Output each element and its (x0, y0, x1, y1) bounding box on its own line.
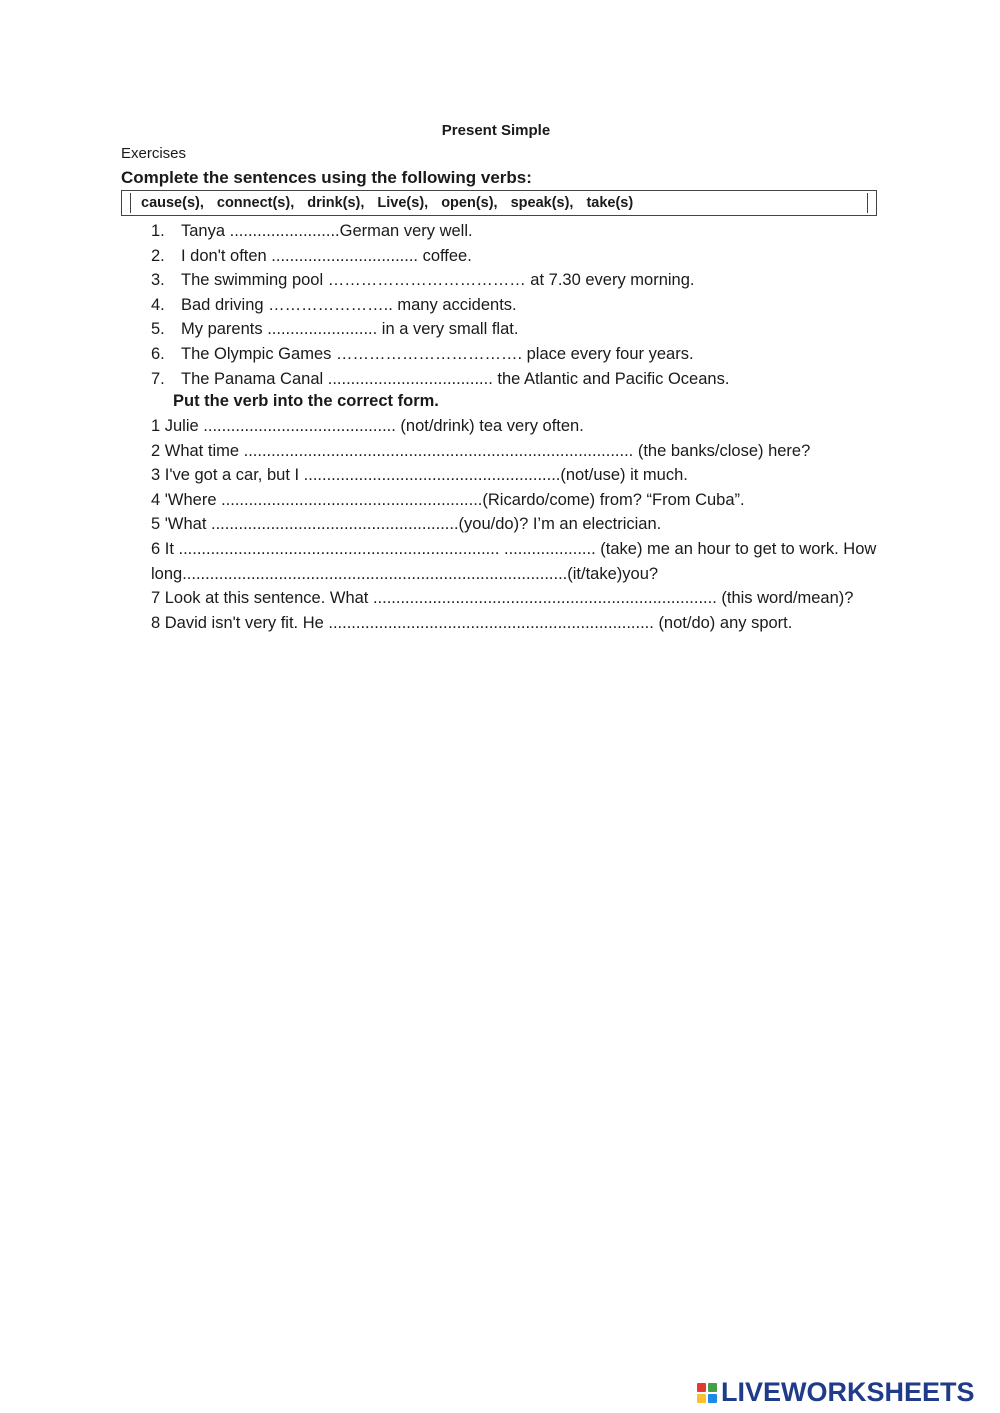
item-text: The Olympic Games ……………………………. place every four years. (181, 344, 694, 363)
exercise2-item: 7 Look at this sentence. What ........................................................................... (this word/mean)? (151, 589, 854, 608)
item-number: 5. (151, 320, 165, 339)
exercise2-item: 1 Julie .......................................... (not/drink) tea very often. (151, 417, 584, 435)
exercise2-list (151, 414, 886, 635)
page-title: Present Simple (441, 122, 551, 139)
exercise2-item: 2 What time ..................................................................................... (the banks/close) here? (151, 441, 811, 460)
logo-square-icon (697, 1394, 706, 1403)
verb-item: cause(s), (141, 195, 204, 211)
item-number: 6. (151, 344, 165, 363)
item-number: 4. (151, 295, 165, 314)
exercise1-item (151, 317, 729, 342)
section2-heading: Put the verb into the correct form. (173, 392, 439, 410)
section1-heading: Complete the sentences using the following verbs: (121, 168, 532, 187)
verb-item: drink(s), (307, 195, 365, 211)
logo-square-icon (697, 1383, 706, 1392)
liveworksheets-logo[interactable] (697, 1377, 975, 1408)
liveworksheets-logo-icon (697, 1383, 717, 1403)
exercise2-item: 3 I've got a car, but I ........................................................(not/use) it much. (151, 466, 688, 485)
exercise1-item (151, 219, 729, 244)
verb-box (121, 190, 877, 216)
exercise1-item (151, 268, 729, 293)
exercise1-list (151, 219, 729, 391)
logo-square-icon (708, 1383, 717, 1392)
exercise2-item: 8 David isn't very fit. He ....................................................................... (not/do) any sport. (151, 613, 793, 632)
verb-item: take(s) (586, 195, 634, 211)
verb-list (130, 193, 868, 213)
verb-item: Live(s), (377, 195, 429, 211)
exercise2-item: 5 'What ......................................................(you/do)? I’m an electrician. (151, 515, 662, 534)
exercise1-item (151, 244, 729, 269)
verb-item: open(s), (441, 195, 498, 211)
item-number: 3. (151, 271, 165, 290)
item-number: 1. (151, 222, 165, 240)
item-text: Bad driving ………………….. many accidents. (181, 295, 517, 314)
logo-text: LIVEWORKSHEETS (721, 1377, 975, 1407)
item-text: Tanya ........................German very well. (181, 222, 473, 240)
logo-square-icon (708, 1394, 717, 1403)
item-number: 7. (151, 369, 165, 388)
exercise1-item (151, 293, 729, 318)
item-number: 2. (151, 246, 165, 265)
verb-item: connect(s), (216, 195, 295, 211)
exercise2-item: 4 'Where .........................................................(Ricardo/come) from? “From Cuba”. (151, 490, 745, 509)
exercise1-item (151, 342, 729, 367)
page-subtitle: Exercises (121, 145, 187, 162)
item-text: I don't often ................................ coffee. (181, 246, 472, 265)
item-text: The Panama Canal .................................... the Atlantic and Pacific Oceans. (181, 369, 730, 388)
verb-item: speak(s), (510, 195, 574, 211)
item-text: The swimming pool ……………………………… at 7.30 every morning. (181, 271, 695, 290)
exercise1-item (151, 367, 729, 392)
item-text: My parents ........................ in a very small flat. (181, 320, 519, 339)
exercise2-item: 6 It ...................................................................... .................... (take) me an hour to get to work. How long....................................................................................(it/take)you? (151, 539, 877, 583)
